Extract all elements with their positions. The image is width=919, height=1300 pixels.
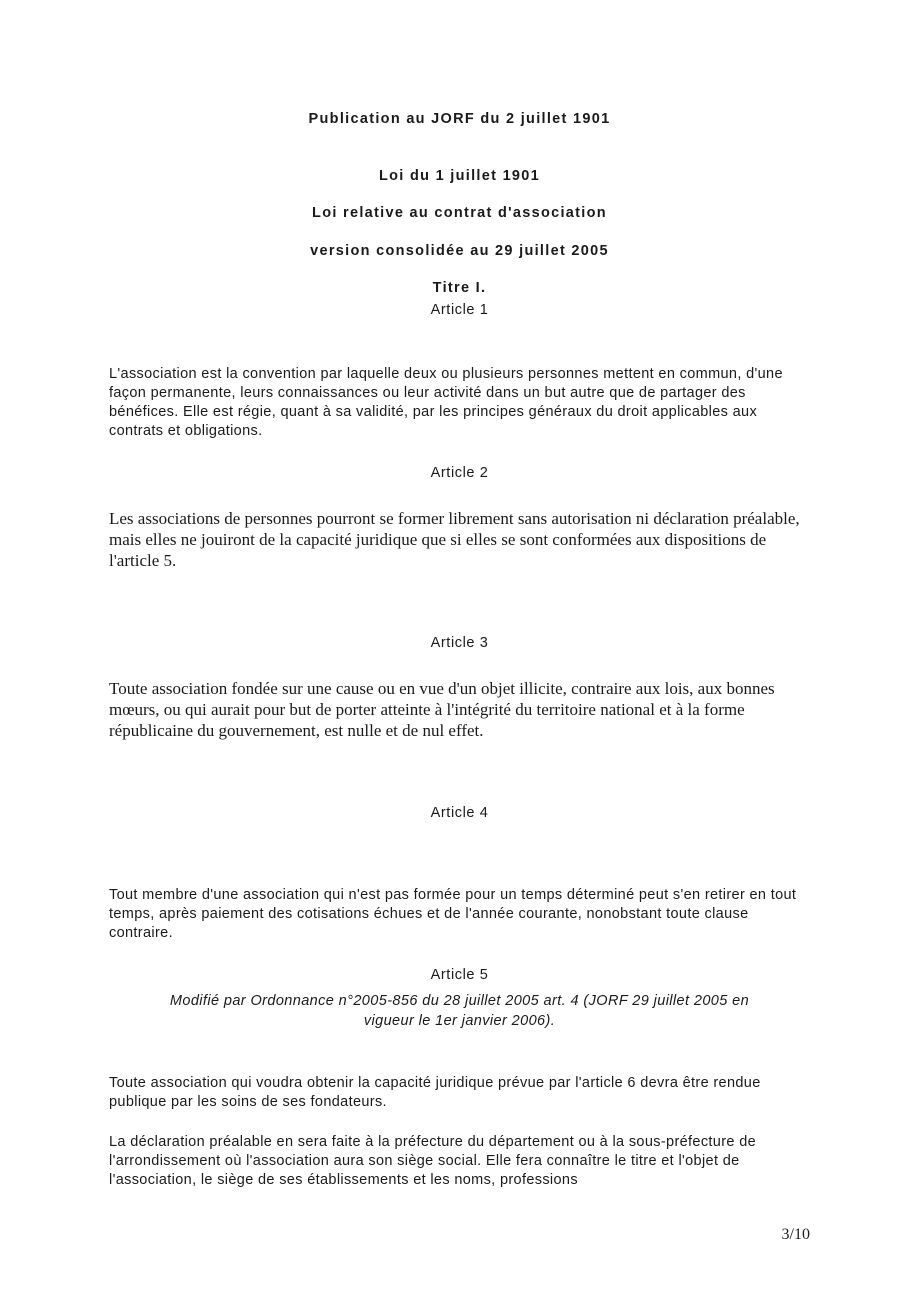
article-1-text: L'association est la convention par laquelle deux ou plusieurs personnes mettent en commun, d'une façon permanente, leurs connaissances ou leur activité dans un but autre que de partager des bénéfices. Elle est régie, quant à sa validité, par les principes généraux du droit applicables aux contrats et obligations. [109,366,783,439]
article-3-heading: Article 3 [430,635,489,651]
law-title-heading: Loi relative au contrat d'association [312,205,607,221]
article-5-text-paragraph-1: Toute association qui voudra obtenir la capacité juridique prévue par l'article 6 devra être rendue publique par les soins de ses fondateurs. [109,1075,761,1110]
article-1-heading: Article 1 [430,302,489,318]
article-5-text-paragraph-2: La déclaration préalable en sera faite à la préfecture du département ou à la sous-préfecture de l'arrondissement où l'association aura son siège social. Elle fera connaître le titre et l'objet de l'association, le siège de ses établissements et les noms, professions [109,1134,757,1188]
article-2-heading: Article 2 [430,465,489,481]
law-heading: Loi du 1 juillet 1901 [378,168,541,184]
article-5-heading: Article 5 [430,967,489,983]
article-5-amendment-note-line-2: vigueur le 1er janvier 2006). [363,1013,556,1029]
article-2-text: Les associations de personnes pourront se former librement sans autorisation ni déclaration préalable, mais elles ne jouiront de la capacité juridique que si elles se sont conformées aux dispositions de l'article 5. [109,509,800,570]
article-3-text: Toute association fondée sur une cause ou en vue d'un objet illicite, contraire aux lois, aux bonnes mœurs, ou qui aurait pour but de porter atteinte à l'intégrité du territoire national et à la forme républicaine du gouvernement, est nulle et de nul effet. [109,679,775,740]
publication-heading: Publication au JORF du 2 juillet 1901 [308,111,611,127]
page-number: 3/10 [781,1226,810,1243]
titre-heading: Titre I. [432,280,487,296]
article-5-amendment-note-line-1: Modifié par Ordonnance n°2005-856 du 28 juillet 2005 art. 4 (JORF 29 juillet 2005 en [169,993,750,1009]
article-4-text: Tout membre d'une association qui n'est pas formée pour un temps déterminé peut s'en retirer en tout temps, après paiement des cotisations échues et de l'année courante, nonobstant toute clause contraire. [109,887,797,941]
version-heading: version consolidée au 29 juillet 2005 [310,243,609,259]
article-4-heading: Article 4 [430,805,489,821]
